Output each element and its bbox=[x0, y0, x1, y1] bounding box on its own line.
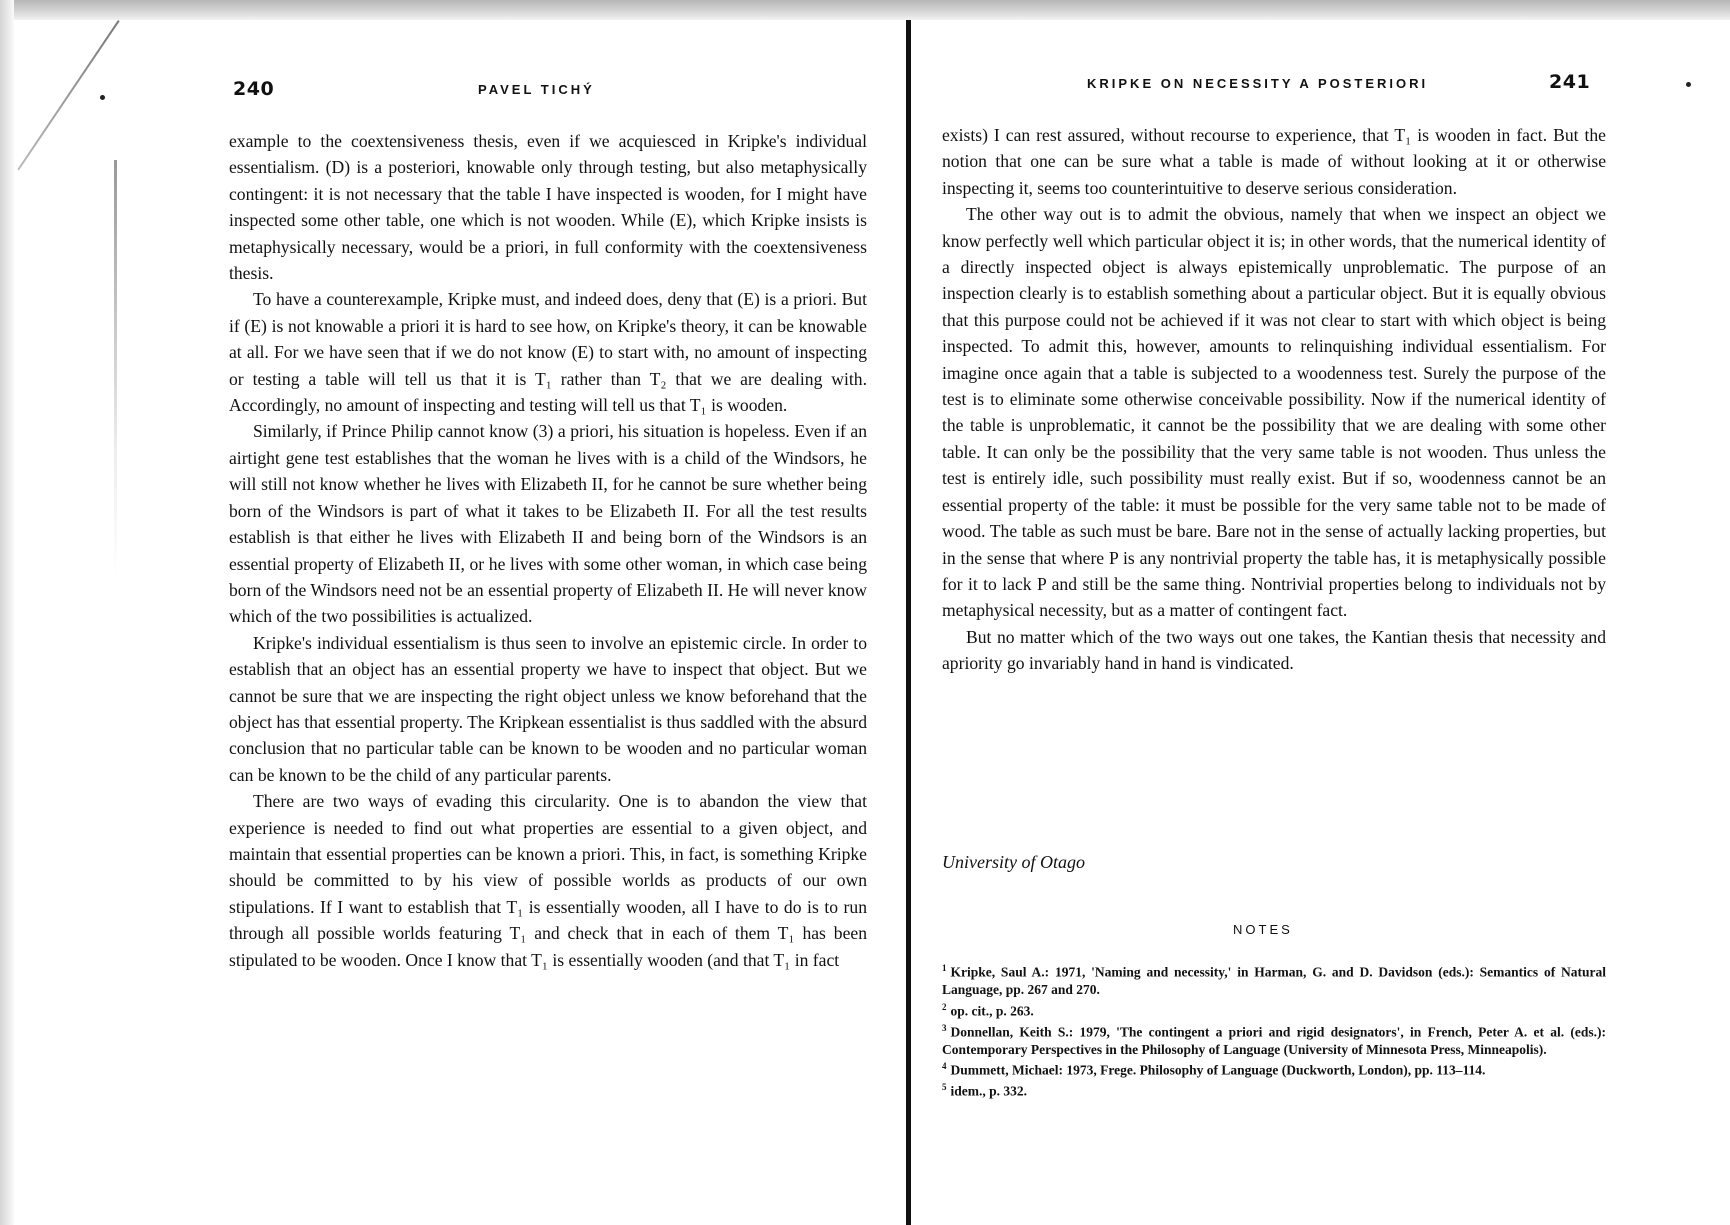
right-page bbox=[911, 0, 1730, 1225]
running-head: PAVEL TICHÝ bbox=[478, 82, 595, 97]
note-text: Donnellan, Keith S.: 1979, 'The contingent a priori and rigid designators', in French, Peter A. et al. (eds.): Contemporary Perspectives in the Philosophy of Language (University of Minnesota Press, Minneapolis). bbox=[942, 1024, 1606, 1057]
body-text bbox=[229, 128, 867, 973]
paragraph: example to the coextensiveness thesis, even if we acquiesced in Kripke's individual essentialism. (D) is a posteriori, knowable only through testing, but also metaphysically contingent: it is not necessary that the table I have inspected is wooden, for I might have inspected some other table, one which is not wooden. While (E), which Kripke insists is metaphysically necessary, would be a priori, in full conformity with the coextensiveness thesis. bbox=[229, 131, 867, 284]
note-text: Kripke, Saul A.: 1971, 'Naming and necessity,' in Harman, G. and D. Davidson (eds.): Semantics of Natural Language, pp. 267 and 270. bbox=[942, 964, 1606, 997]
notes-list bbox=[942, 960, 1606, 1100]
note-item bbox=[942, 1020, 1606, 1059]
note-item bbox=[942, 1079, 1606, 1100]
paragraph: To have a counterexample, Kripke must, and indeed does, deny that (E) is a priori. But if (E) is not knowable a priori it is hard to see how, on Kripke's theory, it can be knowable at all. For we have seen that if we do not know (E) to start with, no amount of inspecting or testing a table will tell us that it is T₁ rather than T₂ that we are dealing with. Accordingly, no amount of inspecting and testing will tell us that T₁ is wooden. bbox=[229, 289, 867, 416]
note-text: idem., p. 332. bbox=[950, 1083, 1028, 1099]
paragraph: But no matter which of the two ways out one takes, the Kantian thesis that necessity and apriority go invariably hand in hand is vindicated. bbox=[942, 626, 1606, 674]
note-number: 3 bbox=[942, 1022, 947, 1033]
note-text: op. cit., p. 263. bbox=[950, 1003, 1034, 1018]
note-text: Dummett, Michael: 1973, Frege. Philosophy of Language (Duckworth, London), pp. 113–114. bbox=[950, 1062, 1486, 1078]
notes-heading: NOTES bbox=[1233, 922, 1293, 937]
paragraph: exists) I can rest assured, without recourse to experience, that T₁ is wooden in fact. But the notion that one can be sure what a table is made of without looking at it or otherwise inspecting it, seems too counterintuitive to deserve serious consideration. bbox=[942, 125, 1606, 198]
page-number: 240 bbox=[233, 78, 275, 100]
note-number: 2 bbox=[942, 1001, 947, 1012]
paragraph: The other way out is to admit the obvious, namely that when we inspect an object we know perfectly well which particular object it is; in other words, that the numerical identity of a directly inspected object is always epistemically unproblematic. The purpose of an inspection clearly is to establish something about a particular object. But it is equally obvious that this purpose could not be achieved if it was not clear to start with which object is being inspected. To admit this, however, amounts to relinquishing individual essentialism. For imagine once again that a table is subjected to a woodenness test. Surely the purpose of the test is to eliminate some otherwise conceivable possibility. Now if the numerical identity of the table is unproblematic, it cannot be the possibility that we are dealing with some other table. It can only be the possibility that the very same table is not wooden. Thus unless the test is entirely idle, such possibility must really exist. But if so, woodenness cannot be an essential property of the table: it must be possible for the very same table not to be made of wood. The table as such must be bare. Bare not in the sense of actually lacking properties, but in the sense that where P is any nontrivial property the table has, it is metaphysically possible for it to lack P and still be the same thing. Nontrivial properties belong to individuals not by metaphysical necessity, but as a matter of contingent fact. bbox=[942, 204, 1606, 621]
paragraph: There are two ways of evading this circularity. One is to abandon the view that experience is needed to find out what properties are essential to a given object, and maintain that essential properties can be known a priori. This, in fact, is something Kripke should be committed to by his view of possible worlds as products of our own stipulations. If I want to establish that T₁ is essentially wooden, all I have to do is to run through all possible worlds featuring T₁ and check that in each of them T₁ has been stipulated to be wooden. Once I know that T₁ is essentially wooden (and that T₁ in fact bbox=[229, 791, 867, 970]
note-number: 4 bbox=[942, 1061, 947, 1071]
note-number: 5 bbox=[942, 1082, 947, 1092]
note-item bbox=[942, 1058, 1606, 1079]
paragraph: Kripke's individual essentialism is thus seen to involve an epistemic circle. In order to establish that an object has an essential property we have to inspect that object. But we cannot be sure that we are inspecting the right object unless we know beforehand that the object has that essential property. The Kripkean essentialist is thus saddled with the absurd conclusion that no particular table can be known to be wooden and no particular woman can be known to be the child of any particular parents. bbox=[229, 632, 867, 785]
note-item bbox=[942, 960, 1606, 999]
running-head: KRIPKE ON NECESSITY A POSTERIORI bbox=[1087, 76, 1429, 91]
note-number: 1 bbox=[942, 963, 947, 973]
note-item bbox=[942, 999, 1606, 1020]
page-number: 241 bbox=[1549, 71, 1591, 93]
body-text bbox=[942, 122, 1606, 677]
paragraph: Similarly, if Prince Philip cannot know (3) a priori, his situation is hopeless. Even if an airtight gene test establishes that the woman he lives with is a child of the Windsors, he will still not know whether he lives with Elizabeth II, for he cannot be sure whether being born of the Windsors is part of what it takes to be Elizabeth II. For all the test results establish is that either he lives with Elizabeth II and being born of the Windsors is an essential property of Elizabeth II, or he lives with some other woman, in which case being born of the Windsors need not be an essential property of Elizabeth II. He will never know which of the two possibilities is actualized. bbox=[229, 421, 867, 627]
author-affiliation: University of Otago bbox=[942, 852, 1085, 872]
